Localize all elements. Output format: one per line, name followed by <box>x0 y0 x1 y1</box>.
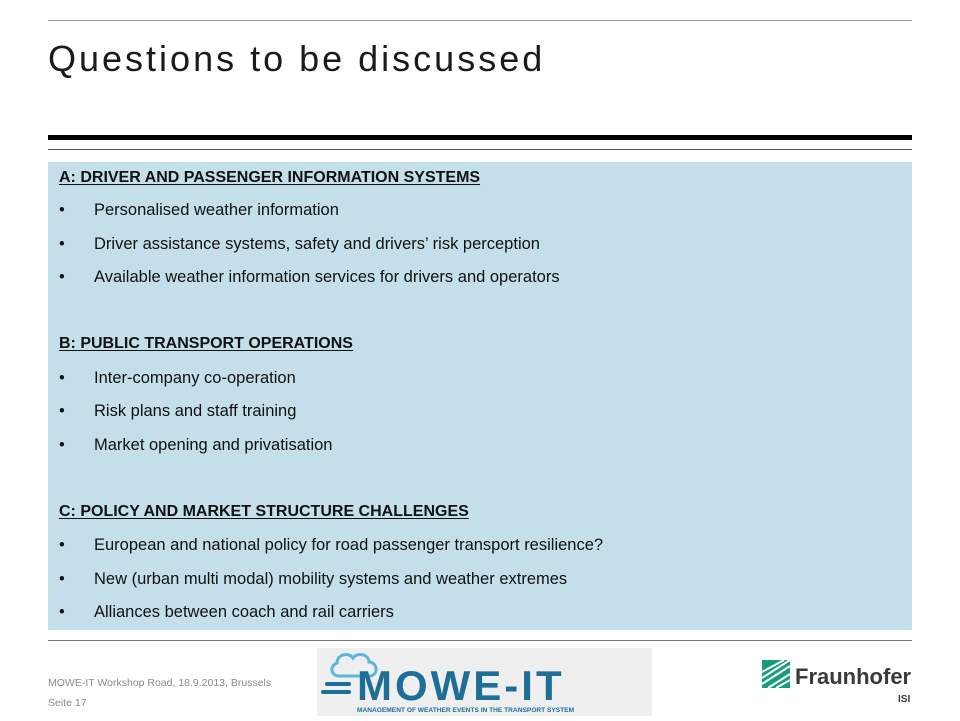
fraunhofer-logo-graphic <box>762 658 912 706</box>
fraunhofer-isi-logo <box>762 658 912 706</box>
list-item-text: Alliances between coach and rail carriers <box>94 603 394 621</box>
list-item-text: Risk plans and staff training <box>94 402 297 420</box>
bullet-icon: • <box>59 235 65 253</box>
content-panel <box>48 162 912 630</box>
list-item <box>59 402 296 421</box>
bullet-icon: • <box>59 436 65 454</box>
list-item <box>59 369 296 388</box>
bottom-divider <box>48 640 912 641</box>
mowe-it-logo-graphic <box>317 648 652 716</box>
slide-title: Questions to be discussed <box>48 38 546 79</box>
mowe-it-tagline: MANAGEMENT OF WEATHER EVENTS IN THE TRANSPORT SYSTEM <box>357 707 575 714</box>
list-item-text: European and national policy for road passenger transport resilience? <box>94 536 604 554</box>
list-item <box>59 536 603 555</box>
mowe-it-wordmark: MOWE-IT <box>357 662 565 709</box>
fraunhofer-name: Fraunhofer <box>795 664 912 689</box>
footer-event: MOWE-IT Workshop Road, 18.9.2013, Brussels <box>48 677 272 689</box>
section-heading-c: C: POLICY AND MARKET STRUCTURE CHALLENGES <box>59 503 469 520</box>
footer-page-number: Seite 17 <box>48 697 87 709</box>
list-item-text: Driver assistance systems, safety and drivers’ risk perception <box>94 235 540 253</box>
list-item-text: New (urban multi modal) mobility systems and weather extremes <box>94 570 568 588</box>
section-heading-b: B: PUBLIC TRANSPORT OPERATIONS <box>59 335 353 352</box>
list-item <box>59 235 540 254</box>
fraunhofer-unit: ISI <box>898 694 911 705</box>
list-item <box>59 201 339 220</box>
bullet-icon: • <box>59 268 65 286</box>
bullet-icon: • <box>59 603 65 621</box>
bullet-icon: • <box>59 536 65 554</box>
mowe-it-logo <box>317 648 652 716</box>
list-item <box>59 603 394 622</box>
bullet-icon: • <box>59 201 65 219</box>
list-item-text: Market opening and privatisation <box>94 436 333 454</box>
speed-line-icon <box>321 690 351 694</box>
section-heading-a: A: DRIVER AND PASSENGER INFORMATION SYSTEMS <box>59 169 481 186</box>
list-item-text: Available weather information services for drivers and operators <box>94 268 560 286</box>
bullet-icon: • <box>59 402 65 420</box>
top-divider <box>48 20 912 21</box>
title-underline-thin <box>48 149 912 150</box>
list-item-text: Inter-company co-operation <box>94 369 296 387</box>
bullet-icon: • <box>59 369 65 387</box>
speed-line-icon <box>325 682 351 686</box>
fraunhofer-mark-icon <box>762 660 790 688</box>
bullet-icon: • <box>59 570 65 588</box>
list-item <box>59 570 567 589</box>
list-item <box>59 268 560 287</box>
title-underline-thick <box>48 135 912 140</box>
list-item-text: Personalised weather information <box>94 201 339 219</box>
list-item <box>59 436 332 455</box>
